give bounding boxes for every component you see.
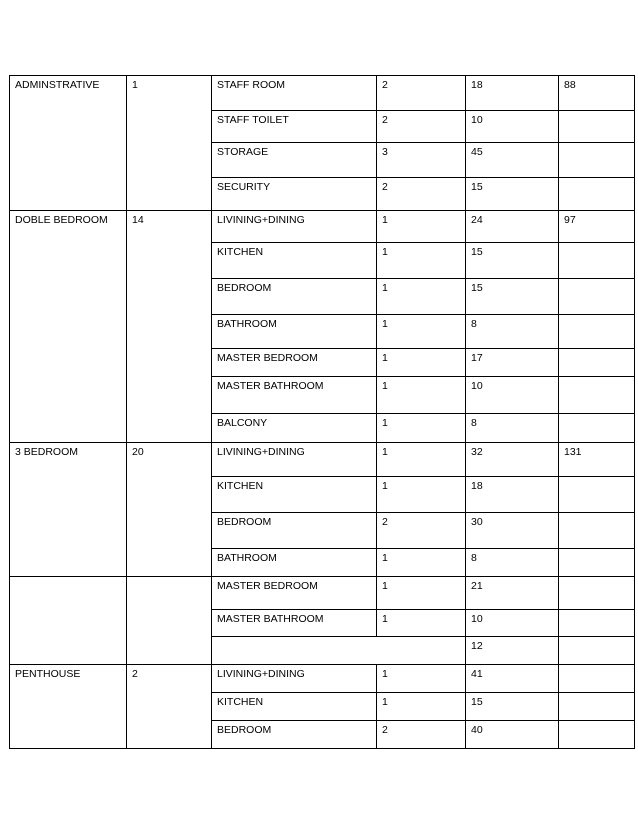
area-cell: 8	[466, 315, 559, 349]
space-cell: STAFF TOILET	[212, 111, 377, 143]
area-cell: 40	[466, 721, 559, 749]
quantity-cell: 2	[377, 76, 466, 111]
total-cell	[559, 243, 635, 279]
total-cell	[559, 665, 635, 693]
quantity-cell: 1	[377, 315, 466, 349]
total-cell	[559, 279, 635, 315]
space-cell: MASTER BATHROOM	[212, 610, 377, 637]
space-program-table	[9, 75, 635, 749]
unit-count-cell: 1	[127, 76, 212, 211]
quantity-cell: 1	[377, 349, 466, 377]
quantity-cell: 3	[377, 143, 466, 178]
space-cell: SECURITY	[212, 178, 377, 211]
space-cell: LIVINING+DINING	[212, 665, 377, 693]
total-cell	[559, 414, 635, 443]
total-cell	[559, 315, 635, 349]
quantity-cell: 2	[377, 513, 466, 549]
area-cell: 18	[466, 477, 559, 513]
area-cell: 15	[466, 279, 559, 315]
table-row	[10, 443, 635, 477]
area-cell: 24	[466, 211, 559, 243]
total-cell	[559, 549, 635, 577]
space-cell: STAFF ROOM	[212, 76, 377, 111]
total-cell	[559, 577, 635, 610]
space-cell: BEDROOM	[212, 721, 377, 749]
quantity-cell: 2	[377, 178, 466, 211]
quantity-cell: 1	[377, 443, 466, 477]
area-cell: 32	[466, 443, 559, 477]
quantity-cell: 1	[377, 610, 466, 637]
quantity-cell: 1	[377, 549, 466, 577]
space-cell: MASTER BEDROOM	[212, 349, 377, 377]
quantity-cell: 1	[377, 211, 466, 243]
unit-count-cell	[127, 577, 212, 665]
total-cell	[559, 693, 635, 721]
quantity-cell: 2	[377, 111, 466, 143]
unit-type-cell: PENTHOUSE	[10, 665, 127, 749]
space-cell: STORAGE	[212, 143, 377, 178]
space-cell: LIVINING+DINING	[212, 443, 377, 477]
quantity-cell: 1	[377, 377, 466, 414]
space-cell: LIVINING+DINING	[212, 211, 377, 243]
total-cell	[559, 377, 635, 414]
total-cell	[559, 637, 635, 665]
space-cell	[212, 637, 466, 665]
area-cell: 15	[466, 178, 559, 211]
area-cell: 12	[466, 637, 559, 665]
area-cell: 45	[466, 143, 559, 178]
area-cell: 18	[466, 76, 559, 111]
total-cell	[559, 143, 635, 178]
area-cell: 10	[466, 111, 559, 143]
unit-type-cell: DOBLE BEDROOM	[10, 211, 127, 443]
table-row	[10, 577, 635, 610]
unit-type-cell: 3 BEDROOM	[10, 443, 127, 577]
total-cell	[559, 513, 635, 549]
quantity-cell: 1	[377, 243, 466, 279]
space-cell: MASTER BEDROOM	[212, 577, 377, 610]
area-cell: 10	[466, 377, 559, 414]
total-cell	[559, 721, 635, 749]
quantity-cell: 2	[377, 721, 466, 749]
unit-type-cell: ADMINSTRATIVE	[10, 76, 127, 211]
table-row	[10, 665, 635, 693]
area-cell: 15	[466, 243, 559, 279]
total-cell	[559, 111, 635, 143]
area-cell: 41	[466, 665, 559, 693]
area-cell: 8	[466, 549, 559, 577]
area-cell: 15	[466, 693, 559, 721]
space-cell: KITCHEN	[212, 693, 377, 721]
total-cell	[559, 349, 635, 377]
quantity-cell: 1	[377, 477, 466, 513]
quantity-cell: 1	[377, 577, 466, 610]
total-cell	[559, 477, 635, 513]
total-cell	[559, 178, 635, 211]
total-cell	[559, 610, 635, 637]
space-cell: BATHROOM	[212, 549, 377, 577]
space-cell: BEDROOM	[212, 279, 377, 315]
area-cell: 30	[466, 513, 559, 549]
unit-count-cell: 14	[127, 211, 212, 443]
quantity-cell: 1	[377, 665, 466, 693]
space-cell: KITCHEN	[212, 477, 377, 513]
area-cell: 8	[466, 414, 559, 443]
space-cell: BALCONY	[212, 414, 377, 443]
quantity-cell: 1	[377, 693, 466, 721]
quantity-cell: 1	[377, 414, 466, 443]
space-cell: BATHROOM	[212, 315, 377, 349]
space-cell: MASTER BATHROOM	[212, 377, 377, 414]
table-row	[10, 211, 635, 243]
total-cell: 131	[559, 443, 635, 477]
area-cell: 10	[466, 610, 559, 637]
area-cell: 17	[466, 349, 559, 377]
unit-count-cell: 20	[127, 443, 212, 577]
unit-count-cell: 2	[127, 665, 212, 749]
total-cell: 97	[559, 211, 635, 243]
table-row	[10, 76, 635, 111]
space-cell: BEDROOM	[212, 513, 377, 549]
area-cell: 21	[466, 577, 559, 610]
space-cell: KITCHEN	[212, 243, 377, 279]
total-cell: 88	[559, 76, 635, 111]
unit-type-cell	[10, 577, 127, 665]
quantity-cell: 1	[377, 279, 466, 315]
